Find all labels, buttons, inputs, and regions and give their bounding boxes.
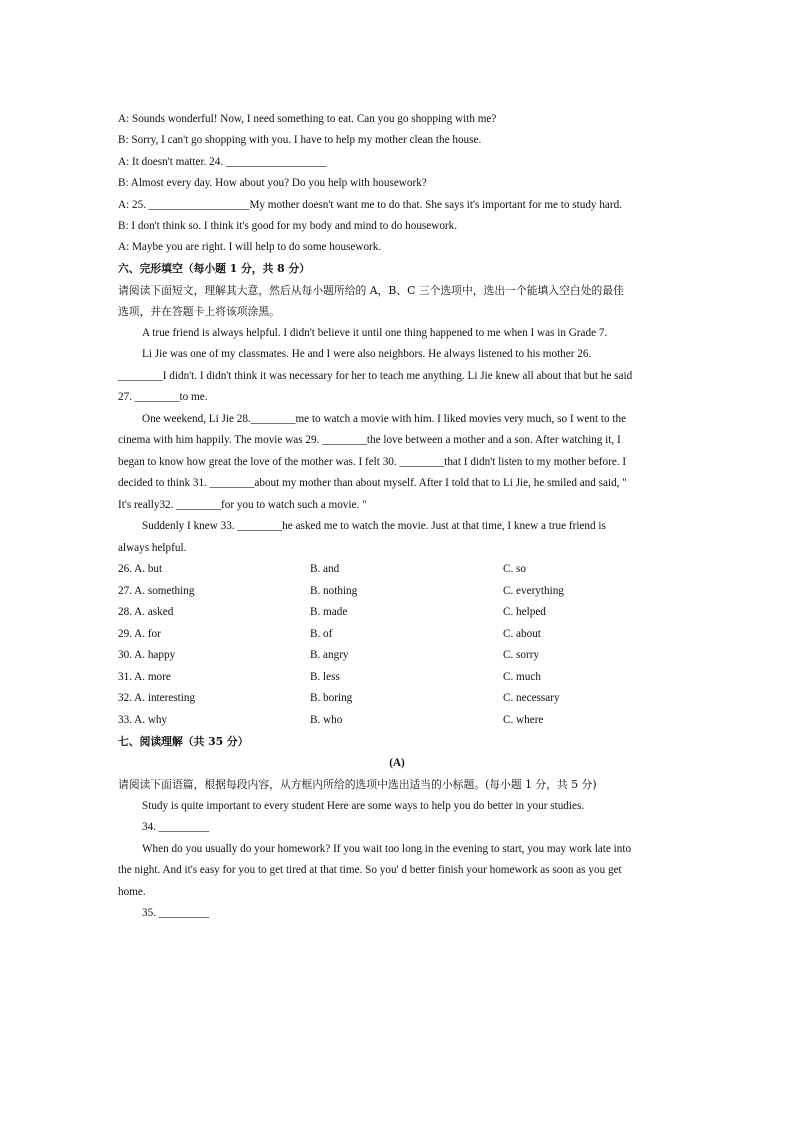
part-label: (A) (389, 757, 405, 769)
passage-line: Li Jie was one of my classmates. He and I were also neighbors. He always listened to his mother 26. (142, 348, 592, 360)
passage-line: When do you usually do your homework? If you wait too long in the evening to start, you may work late into (142, 843, 632, 855)
dialogue-line: A: It doesn't matter. 24. __________________ (118, 156, 327, 168)
section-heading: 七、阅读理解（共 35 分） (118, 735, 249, 748)
option-b: B. angry (310, 649, 349, 661)
section-heading: 六、完形填空（每小题 1 分，共 8 分） (118, 262, 311, 275)
option-c: C. necessary (503, 692, 560, 704)
option-b: B. of (310, 628, 333, 640)
option-b: B. who (310, 714, 343, 726)
section-instruction: 选项，并在答题卡上将该项涂黑。 (118, 305, 280, 318)
option-a: 29. A. for (118, 628, 161, 640)
passage-line: always helpful. (118, 542, 187, 554)
passage-line: Study is quite important to every student Here are some ways to help you do better in your studies. (142, 800, 585, 812)
question-blank: 34. _________ (142, 821, 210, 833)
passage-line: One weekend, Li Jie 28.________me to watch a movie with him. I liked movies very much, so I went to the (142, 413, 627, 425)
option-b: B. made (310, 606, 348, 618)
dialogue-line: A: Maybe you are right. I will help to do some housework. (118, 241, 382, 253)
passage-line: decided to think 31. ________about my mother than about myself. After I told that to Li Jie, he smiled and said, " (118, 477, 627, 489)
passage-line: It's really32. ________for you to watch such a movie. " (118, 499, 367, 511)
passage-line: 27. ________to me. (118, 391, 208, 403)
passage-line: cinema with him happily. The movie was 29. ________the love between a mother and a son. After watching it, I (118, 434, 621, 446)
section-instruction: 请阅读下面短文，理解其大意，然后从每小题所给的 A，B、C 三个选项中，选出一个能填入空白处的最佳 (118, 284, 624, 297)
passage-line: the night. And it's easy for you to get tired at that time. So you' d better finish your homework as soon as you get (118, 864, 622, 876)
option-c: C. everything (503, 585, 564, 597)
option-a: 31. A. more (118, 671, 171, 683)
option-b: B. nothing (310, 585, 358, 597)
option-a: 28. A. asked (118, 606, 174, 618)
option-c: C. much (503, 671, 541, 683)
option-a: 27. A. something (118, 585, 195, 597)
option-a: 30. A. happy (118, 649, 176, 661)
option-c: C. about (503, 628, 541, 640)
section-instruction: 请阅读下面语篇，根据每段内容，从方框内所给的选项中选出适当的小标题。(每小题 1 分，共 5 分) (118, 778, 597, 791)
dialogue-line: A: 25. __________________My mother doesn't want me to do that. She says it's important for me to study hard. (118, 199, 623, 211)
passage-line: A true friend is always helpful. I didn't believe it until one thing happened to me when I was in Grade 7. (142, 327, 608, 339)
dialogue-line: A: Sounds wonderful! Now, I need something to eat. Can you go shopping with me? (118, 113, 497, 125)
option-a: 32. A. interesting (118, 692, 196, 704)
passage-line: began to know how great the love of the mother was. I felt 30. ________that I didn't listen to my mother before. I (118, 456, 627, 468)
option-c: C. so (503, 563, 527, 575)
option-c: C. helped (503, 606, 546, 618)
option-a: 26. A. but (118, 563, 163, 575)
passage-line: ________I didn't. I didn't think it was necessary for her to teach me anything. Li Jie knew all about that but he said (118, 370, 633, 382)
passage-line: Suddenly I knew 33. ________he asked me to watch the movie. Just at that time, I knew a true friend is (142, 520, 606, 532)
dialogue-line: B: Sorry, I can't go shopping with you. I have to help my mother clean the house. (118, 134, 482, 146)
option-b: B. boring (310, 692, 353, 704)
dialogue-line: B: I don't think so. I think it's good for my body and mind to do housework. (118, 220, 458, 232)
question-blank: 35. _________ (142, 907, 210, 919)
option-c: C. sorry (503, 649, 540, 661)
option-a: 33. A. why (118, 714, 168, 726)
passage-line: home. (118, 886, 146, 898)
dialogue-line: B: Almost every day. How about you? Do you help with housework? (118, 177, 427, 189)
option-b: B. and (310, 563, 340, 575)
option-c: C. where (503, 714, 544, 726)
option-b: B. less (310, 671, 340, 683)
